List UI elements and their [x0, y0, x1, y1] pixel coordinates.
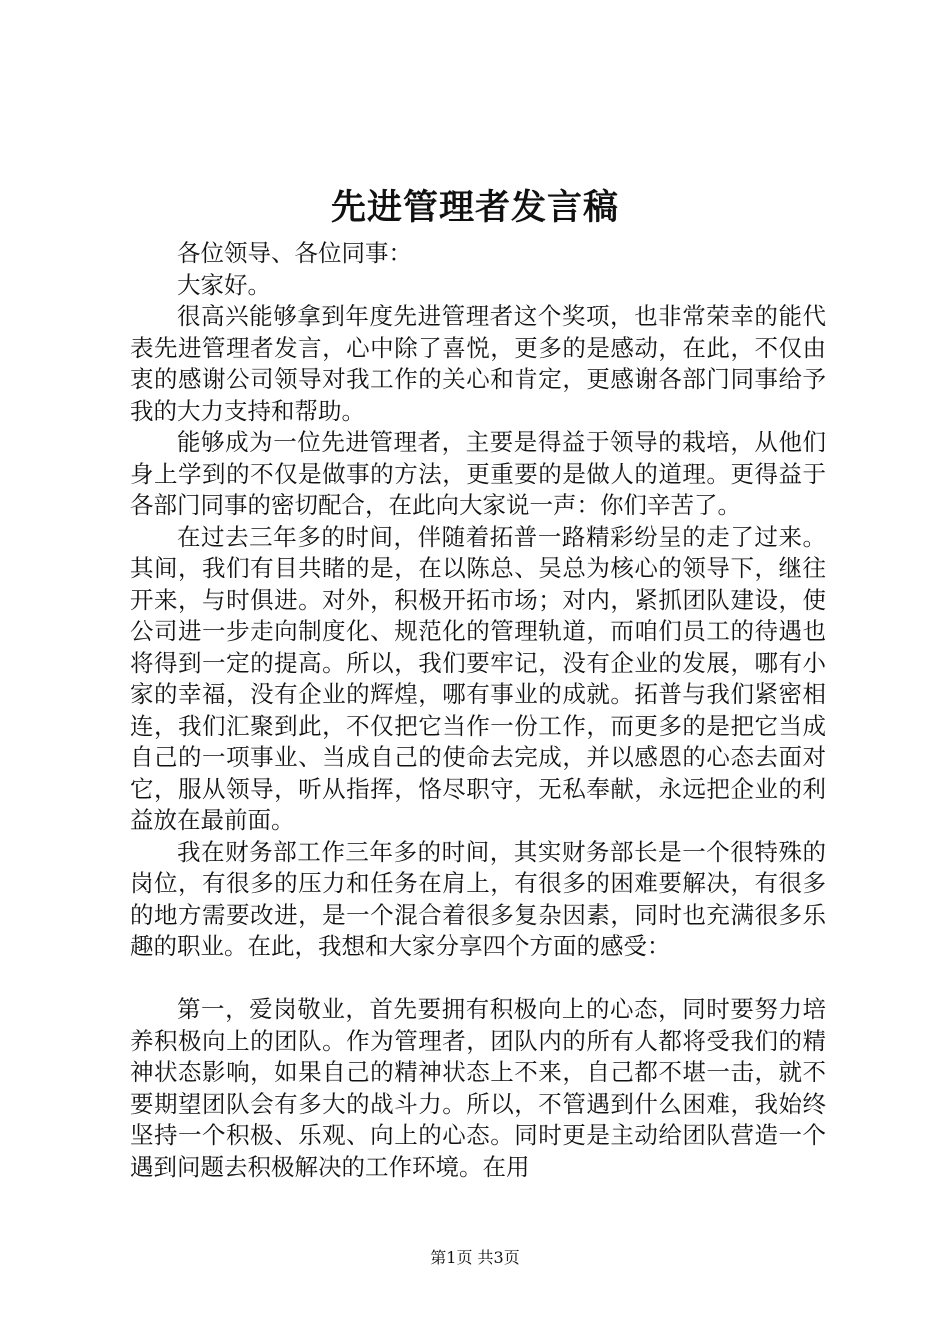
- body-paragraph: 在过去三年多的时间，伴随着拓普一路精彩纷呈的走了过来。其间，我们有目共睹的是，在以陈总、吴总为核心的领导下，继往开来，与时俱进。对外，积极开拓市场；对内，紧抓团队建设，使公司进一步走向制度化、规范化的管理轨道，而咱们员工的待遇也将得到一定的提高。所以，我们要牢记，没有企业的发展，哪有小家的幸福，没有企业的辉煌，哪有事业的成就。拓普与我们紧密相连，我们汇聚到此，不仅把它当作一份工作，而更多的是把它当成自己的一项事业、当成自己的使命去完成，并以感恩的心态去面对它，服从领导，听从指挥，恪尽职守，无私奉献，永远把企业的利益放在最前面。: [130, 522, 826, 834]
- page-footer: 第1页 共3页: [430, 1248, 520, 1267]
- greeting: 大家好。: [177, 270, 271, 299]
- body-paragraph: 我在财务部工作三年多的时间，其实财务部长是一个很特殊的岗位，有很多的压力和任务在肩上，有很多的困难要解决，有很多的地方需要改进，是一个混合着很多复杂因素，同时也充满很多乐趣的职业。在此，我想和大家分享四个方面的感受：: [130, 837, 826, 960]
- document-title: 先进管理者发言稿: [330, 187, 619, 228]
- body-paragraph: 很高兴能够拿到年度先进管理者这个奖项，也非常荣幸的能代表先进管理者发言，心中除了喜悦，更多的是感动，在此，不仅由衷的感谢公司领导对我工作的关心和肯定，更感谢各部门同事给予我的大力支持和帮助。: [130, 302, 826, 425]
- salutation: 各位领导、各位同事：: [177, 239, 412, 267]
- body-paragraph: 第一，爱岗敬业，首先要拥有积极向上的心态，同时要努力培养积极向上的团队。作为管理者，团队内的所有人都将受我们的精神状态影响，如果自己的精神状态上不来，自己都不堪一击，就不要期望团队会有多大的战斗力。所以，不管遇到什么困难，我始终坚持一个积极、乐观、向上的心态。同时更是主动给团队营造一个遇到问题去积极解决的工作环境。在用: [130, 995, 826, 1181]
- document-body: [130, 238, 826, 1183]
- body-paragraph: 能够成为一位先进管理者，主要是得益于领导的栽培，从他们身上学到的不仅是做事的方法，更重要的是做人的道理。更得益于各部门同事的密切配合，在此向大家说一声：你们辛苦了。: [130, 428, 826, 519]
